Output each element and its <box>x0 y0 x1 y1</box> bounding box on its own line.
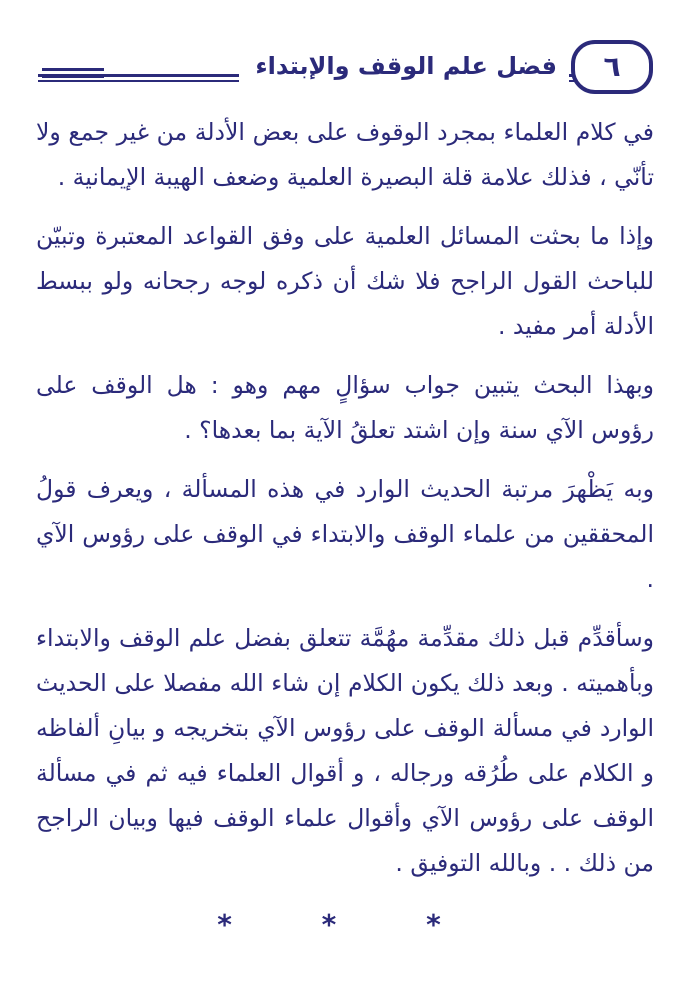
paragraph-3: وبهذا البحث يتبين جواب سؤالٍ مهم وهو : هل الوقف على رؤوس الآي سنة وإن اشتد تعلقُ الآية بما بعدها؟ . <box>36 371 654 444</box>
body-text <box>36 110 654 900</box>
page-number: ٦ <box>571 40 653 94</box>
section-end-stars: * * * <box>217 908 481 941</box>
paragraph-2: وإذا ما بحثت المسائل العلمية على وفق القواعد المعتبرة وتبيّن للباحث القول الراجح فلا شك أن ذكره لوجه رجحانه ولو ببسط الأدلة أمر مفيد . <box>36 222 654 340</box>
page-header <box>38 40 653 96</box>
header-decorative-lines <box>42 68 104 82</box>
running-title: فضل علم الوقف والإبتداء <box>239 44 569 88</box>
paragraph-1: في كلام العلماء بمجرد الوقوف على بعض الأدلة من غير جمع ولا تأنّي ، فذلك علامة قلة البصيرة العلمية وضعف الهيبة الإيمانية . <box>36 118 654 191</box>
paragraph-5: وسأقدِّم قبل ذلك مقدِّمة مهُمَّة تتعلق بفضل علم الوقف والابتداء وبأهميته . وبعد ذلك يكون الكلام إن شاء الله مفصلا على الحديث الوارد في مسألة الوقف على رؤوس الآي بتخريجه و بيانِ ألفاظه و الكلام على طُرُقه ورجاله ، و أقوال العلماء فيه ثم في مسألة الوقف على رؤوس الآي وأقوال علماء الوقف فيها وبيان الراجح من ذلك . . وبالله التوفيق . <box>36 624 654 877</box>
paragraph-4: وبه يَظْهرَ مرتبة الحديث الوارد في هذه المسألة ، ويعرف قولُ المحققين من علماء الوقف والابتداء في الوقف على رؤوس الآي . <box>36 475 654 593</box>
